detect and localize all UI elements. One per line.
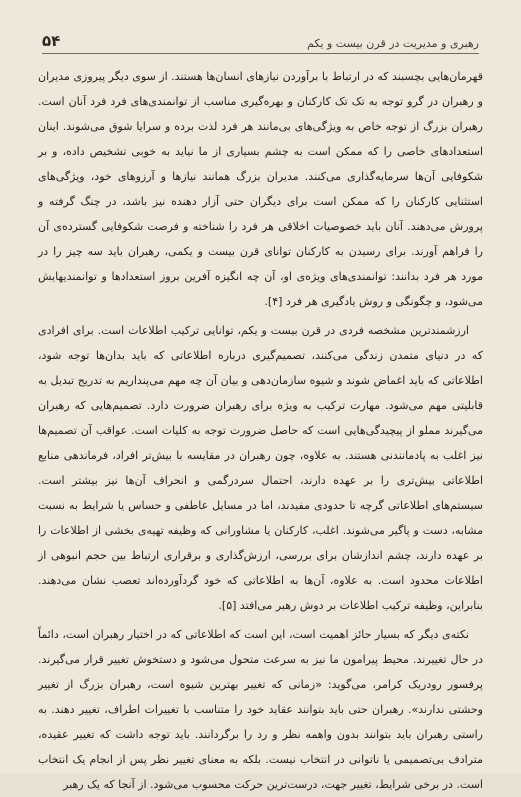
- page-number: ۵۴: [42, 32, 61, 50]
- paragraph-2: ارزشمندترین مشخصه فردی در قرن بیست و یکم، توانایی ترکیب اطلاعات است. برای افرادی که در دنیای متمدن زندگی می‌کنند، تصمیم‌گیری درباره اطلاعاتی که باید بدان‌ها توجه شود، اطلاعاتی که باید اغماض شوند و شیوه سازمان‌دهی و بیان آن چه مهم می‌پنداریم به تدریج تبدیل به قابلیتی مهم می‌شود. مهارت ترکیب به ویژه برای رهبران ضرورت دارد. تصمیم‌هایی که رهبران می‌گیرند مملو از پیچیدگی‌هایی است که حاصل ضرورت توجه به کلیات است. عواقب آن تصمیم‌ها نیز اغلب به پادمانندنی هستند. به علاوه، چون رهبران در مقایسه با بیش‌تر افراد، فرماندهی منابع اطلاعاتی بیش‌تری را بر عهده دارند، احتمال سردرگمی و انحراف آن‌ها نیز بیشتر است. سیستم‌های اطلاعاتی گرچه تا حدودی مفیدند، اما در مسایل عاطفی و حساس یا شرایط به نسبت مشابه، دست و پاگیر می‌شوند. اغلب، کارکنان یا مشاورانی که وظیفه تهیه‌ی بخشی از اطلاعات را بر عهده دارند، چشم اندازشان برای بررسی، ارزش‌گذاری و برقراری ارتباط بین حجم انبوهی از اطلاعات محدود است. به علاوه، آن‌ها به اطلاعاتی که خود گردآورده‌اند تعصب نشان می‌دهند. بنابراین، وظیفه ترکیب اطلاعات بر دوش رهبر می‌افتد [۵].: [38, 324, 483, 612]
- page-header: [42, 28, 479, 54]
- running-title: رهبری و مدیریت در قرن بیست و یکم: [307, 37, 479, 50]
- paragraph-1: قهرمان‌هایی بچسبند که در ارتباط با برآوردن نیازهای انسان‌ها هستند. از سوی دیگر پیروزی مدیران و رهبران در گرو توجه به تک تک کارکنان و بهره‌گیری مناسب از توانمندی‌های فرد فرد آنان است. رهبران بزرگ از توجه خاص به ویژگی‌های بی‌مانند هر فرد لذت برده و سرایا شوق می‌شوند. اینان استعدادهای خاصی را که ممکن است به چشم بسیاری از ما نیاید به خوبی تشخیص داده، و بر شکوفایی آن‌ها سرمایه‌گذاری می‌کنند. مدیران بزرگ همانند نیازها و آرزوهای خود، ویژگی‌های استثنایی کارکنان را که ممکن است برای دیگران حتی آزار دهنده نیز باشد، در چنگ گرفته و پرورش می‌دهند. آنان باید خصوصیات اخلاقی هر فرد را شناخته و فرصت شکوفایی گسترده‌ی آن را فراهم آورند. برای رسیدن به کارکنان توانای قرن بیست و یکمی، رهبران باید سه چیز را در مورد هر فرد بدانند: توانمندی‌های ویژه‌ی او، آن چه انگیزه آفرین بروز استعدادها و توانمندیهایش می‌شود، و چگونگی و روش یادگیری هر فرد [۴].: [38, 70, 483, 308]
- page-body: [38, 64, 483, 791]
- paragraph-3: نکته‌ی دیگر که بسیار حائز اهمیت است، این است که اطلاعاتی که در اختیار رهبران است، دائماً در حال تغییرند. محیط پیرامون ما نیز به سرعت متحول می‌شود و دستخوش تغییر قرار می‌گیرند. پرفسور رودریک کرامر، می‌گوید: «زمانی که تغییر بهترین شیوه است، رهبران بزرگ از تغییر وحشتی ندارند». رهبران حتی باید بتوانند عقاید خود را متناسب با تغییرات اطراف، تغییر دهند. به راستی رهبران باید بتوانند بدون واهمه نظر و رد را برگردانند. باید توجه داشت که تغییر عقیده، مترادف بی‌تصمیمی یا ناتوانی در انتخاب نیست. بلکه به معنای تغییر نظر پس از انجام یک انتخاب است. در برخی شرایط، تغییر جهت، درست‌ترین حرکت محسوب می‌شود. از آنجا که یک رهبر: [38, 628, 483, 791]
